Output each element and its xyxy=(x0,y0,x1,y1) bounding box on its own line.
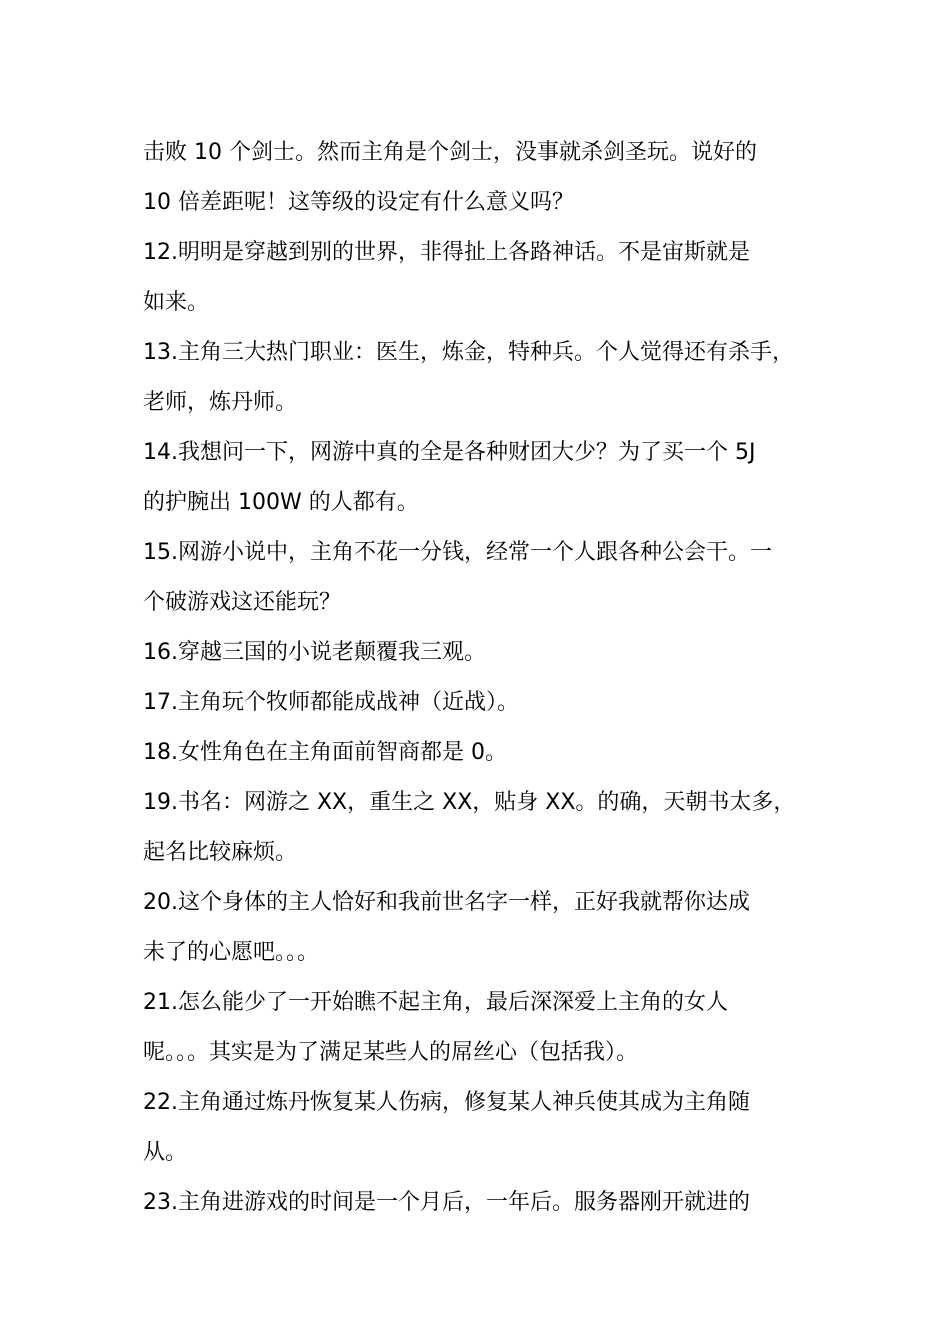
text-line: 老师，炼丹师。 xyxy=(143,390,298,415)
text-line: 呢。。。其实是为了满足某些人的屌丝心（包括我）。 xyxy=(143,1040,639,1065)
text-line: 20.这个身体的主人恰好和我前世名字一样，正好我就帮你达成 xyxy=(143,890,750,915)
text-line: 19.书名：网游之 XX，重生之 XX，贴身 XX。的确，天朝书太多， xyxy=(143,790,796,815)
text-line: 未了的心愿吧。。。 xyxy=(143,940,320,965)
text-line: 16.穿越三国的小说老颠覆我三观。 xyxy=(143,640,486,665)
text-line: 17.主角玩个牧师都能成战神（近战）。 xyxy=(143,690,519,715)
text-line: 起名比较麻烦。 xyxy=(143,840,298,865)
text-line: 18.女性角色在主角面前智商都是 0。 xyxy=(143,740,507,765)
text-line: 12.明明是穿越到别的世界，非得扯上各路神话。不是宙斯就是 xyxy=(143,240,750,265)
text-line: 个破游戏这还能玩？ xyxy=(143,590,342,615)
text-line: 击败 10 个剑士。然而主角是个剑士，没事就杀剑圣玩。说好的 xyxy=(143,140,757,165)
text-line: 15.网游小说中，主角不花一分钱，经常一个人跟各种公会干。一 xyxy=(143,540,772,565)
text-line: 10 倍差距呢！这等级的设定有什么意义吗？ xyxy=(143,190,574,215)
text-line: 23.主角进游戏的时间是一个月后，一年后。服务器刚开就进的 xyxy=(143,1190,750,1215)
text-line: 14.我想问一下，网游中真的全是各种财团大少？为了买一个 5J xyxy=(143,440,756,465)
text-line: 如来。 xyxy=(143,290,210,315)
text-line: 从。 xyxy=(143,1140,188,1165)
document-body xyxy=(143,128,811,1228)
text-line: 13.主角三大热门职业：医生，炼金，特种兵。个人觉得还有杀手， xyxy=(143,340,794,365)
text-line: 的护腕出 100W 的人都有。 xyxy=(143,490,419,515)
text-line: 21.怎么能少了一开始瞧不起主角，最后深深爱上主角的女人 xyxy=(143,990,728,1015)
text-line: 22.主角通过炼丹恢复某人伤病，修复某人神兵使其成为主角随 xyxy=(143,1090,750,1115)
